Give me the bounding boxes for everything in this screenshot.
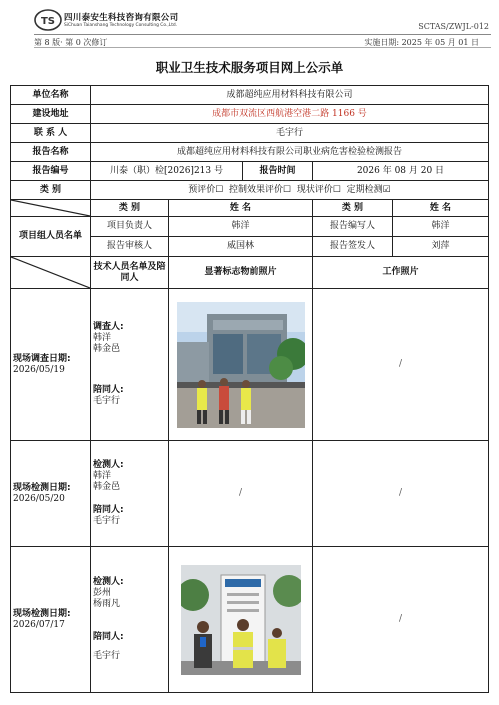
team-col-name-1: 姓 名: [169, 200, 313, 217]
report-name-label: 报告名称: [11, 143, 91, 162]
work-photo-empty: /: [313, 441, 489, 547]
diagonal-cell: [11, 257, 91, 289]
team-role: 报告编写人: [313, 217, 393, 237]
team-member: 韩洋: [393, 217, 489, 237]
escort-heading: 陪同人:: [93, 632, 124, 642]
escort-name: 毛宇行: [93, 516, 121, 526]
survey-date-label: 现场调查日期:: [13, 353, 71, 364]
team-role: 项目负责人: [91, 217, 169, 237]
escort-name: 毛宇行: [93, 396, 121, 406]
test-staff-cell: [91, 441, 169, 547]
company-name-en: SiChuan Taianshang Technology Consulting Co.,Ltd.: [64, 23, 178, 28]
test-date-cell: [11, 547, 91, 693]
staff-heading: 检测人:: [93, 577, 124, 587]
header-divider: [34, 34, 491, 35]
category-control-eval[interactable]: 控制效果评价☐: [229, 184, 292, 195]
page-title: 职业卫生技术服务项目网上公示单: [155, 60, 344, 75]
staff-name: 韩金邑: [93, 344, 121, 354]
unit-name-label: 单位名称: [11, 86, 91, 105]
category-pre-eval[interactable]: 预评价☐: [188, 184, 224, 195]
team-col-type-1: 类 别: [91, 200, 169, 217]
team-col-type-2: 类 别: [313, 200, 393, 217]
staff-heading: 检测人:: [93, 460, 124, 470]
page-header: [0, 0, 499, 60]
team-role: 报告签发人: [313, 237, 393, 257]
address-value: 成都市双流区西航港空港二路 1166 号: [91, 105, 489, 124]
contact-label: 联 系 人: [11, 124, 91, 143]
staff-name: 韩金邑: [93, 482, 121, 492]
notice-table: [10, 85, 489, 693]
report-no-value: 川泰（职）检[2026]213 号: [91, 162, 243, 181]
work-photo-empty: /: [313, 289, 489, 441]
landmark-photo-image: [177, 302, 305, 428]
category-periodic-test[interactable]: 定期检测☑: [346, 184, 391, 195]
landmark-photo-empty: /: [169, 441, 313, 547]
company-logo-icon: [34, 8, 62, 32]
report-no-label: 报告编号: [11, 162, 91, 181]
header-divider-bottom: [34, 47, 491, 48]
address-label: 建设地址: [11, 105, 91, 124]
unit-name-value: 成都超纯应用材料科技有限公司: [91, 86, 489, 105]
survey-date: 2026/05/19: [13, 364, 65, 375]
staff-name: 杨雨凡: [93, 599, 121, 609]
report-time-label: 报告时间: [243, 162, 313, 181]
work-photo-column-header: 工作照片: [313, 257, 489, 289]
report-time-value: 2026 年 08 月 20 日: [313, 162, 489, 181]
implementation-date: 实施日期: 2025 年 05 月 01 日: [364, 38, 479, 47]
survey-date-cell: [11, 289, 91, 441]
staff-heading: 调查人:: [93, 322, 124, 332]
staff-name: 韩洋: [93, 471, 112, 481]
category-status-eval[interactable]: 现状评价☐: [296, 184, 341, 195]
test-date: 2026/07/17: [13, 619, 65, 630]
team-member: 刘萍: [393, 237, 489, 257]
team-role: 报告审核人: [91, 237, 169, 257]
escort-heading: 陪同人:: [93, 385, 124, 395]
team-col-name-2: 姓 名: [393, 200, 489, 217]
team-member: 威国林: [169, 237, 313, 257]
landmark-photo-image: [181, 565, 301, 675]
company-name-cn: 四川泰安生科技咨询有限公司: [64, 13, 179, 23]
svg-text:TS: TS: [40, 16, 56, 27]
escort-name: 毛宇行: [93, 651, 121, 661]
team-member: 韩洋: [169, 217, 313, 237]
landmark-photo-cell: [169, 289, 313, 441]
report-name-value: 成都超纯应用材料科技有限公司职业病危害检验检测报告: [91, 143, 489, 162]
survey-staff-cell: [91, 289, 169, 441]
test-staff-cell: [91, 547, 169, 693]
work-photo-empty: /: [313, 547, 489, 693]
edition-text: 第 8 版· 第 0 次修订: [34, 38, 108, 47]
test-date: 2026/05/20: [13, 493, 65, 504]
contact-value: 毛宇行: [91, 124, 489, 143]
category-label: 类 别: [11, 181, 91, 200]
landmark-photo-cell: [169, 547, 313, 693]
team-label: 项目组人员名单: [11, 217, 91, 257]
staff-name: 韩洋: [93, 333, 112, 343]
escort-heading: 陪同人:: [93, 505, 124, 515]
staff-column-header: 技术人员名单及陪同人: [91, 257, 169, 289]
test-date-cell: [11, 441, 91, 547]
document-code: SCTAS/ZWJL-012: [418, 22, 489, 31]
photo-column-header: 显著标志物前照片: [169, 257, 313, 289]
category-options: [91, 181, 489, 200]
staff-name: 彭州: [93, 588, 112, 598]
test-date-label: 现场检测日期:: [13, 608, 71, 619]
diagonal-cell: [11, 200, 91, 217]
test-date-label: 现场检测日期:: [13, 482, 71, 493]
